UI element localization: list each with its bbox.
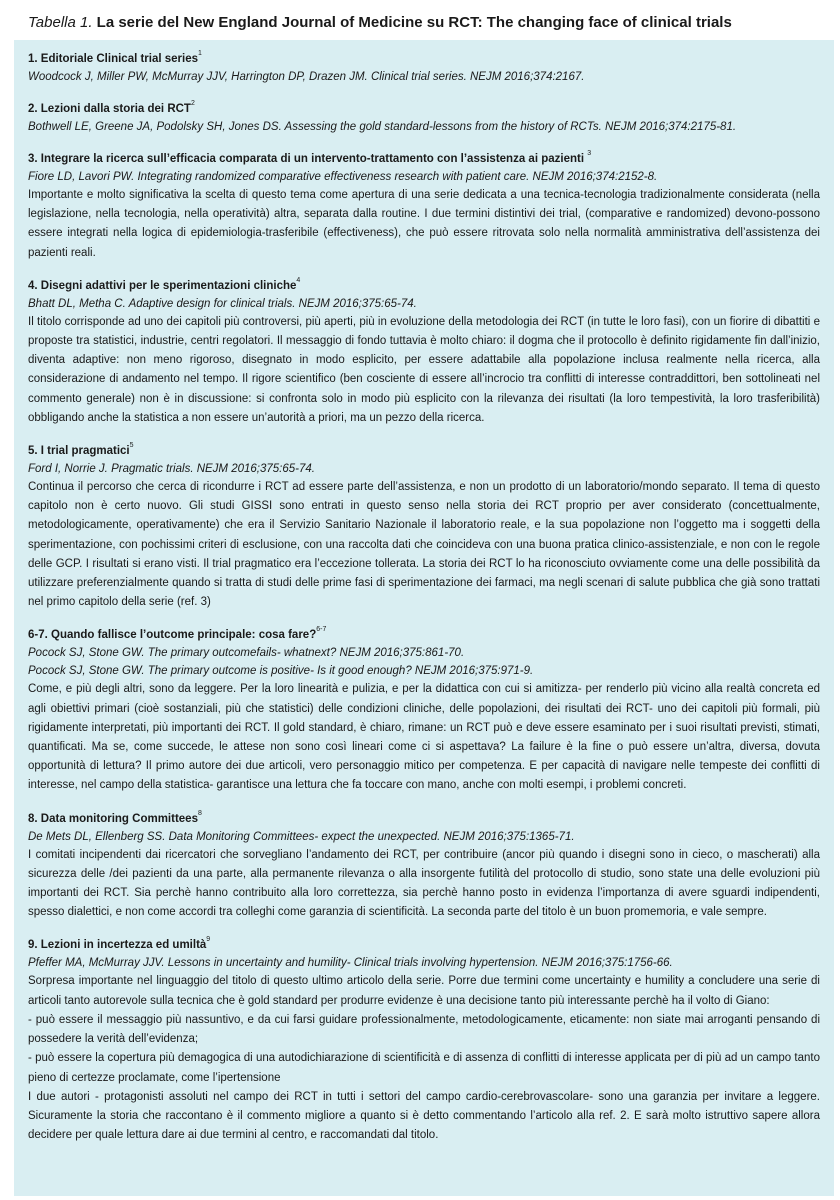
footnote-marker: 4 — [296, 276, 301, 284]
entry-reference: Woodcock J, Miller PW, McMurray JJV, Harrington DP, Drazen JM. Clinical trial series. NEJM 2016;374:2167. — [28, 71, 585, 83]
commentary-paragraph: Importante e molto significativa la scelta di questo tema come apertura di una serie dedicata a una tecnica-tecnologia tradizionalmente considerata (nella legislazione, nella tecnologia, nella operatività) altra, separata dalla routine. I due termini distintivi dei trial, (comparative e randomized) devono-possono essere integrati nella logica di epidemiologia-trasferibile (effectiveness), che può essere ritrovata solo nella normalità amministrativa dell’assistenza dei pazienti reali. — [28, 189, 820, 259]
entry-reference: De Mets DL, Ellenberg SS. Data Monitoring Committees- expect the unexpected. NEJM 2016;375:1365-71. — [28, 830, 575, 843]
commentary-paragraph: - può essere la copertura più demagogica di una autodichiarazione di scientificità e di assenza di conflitti di interesse applicata per di più ad un campo tanto pieno di certezze proclamate, come l’ipertensione — [28, 1052, 820, 1084]
entry-reference: Pocock SJ, Stone GW. The primary outcomefails- whatnext? NEJM 2016;375:861-70. — [28, 647, 465, 660]
footnote-marker: 9 — [206, 936, 211, 944]
caption-lead: Tabella 1. — [28, 14, 93, 31]
footnote-marker: 3 — [587, 150, 592, 157]
footnote-marker: 6-7 — [316, 626, 327, 634]
entry-reference: Bothwell LE, Greene JA, Podolsky SH, Jones DS. Assessing the gold standard-lessons from the history of RCTs. NEJM 2016;374:2175-81. — [28, 121, 737, 133]
commentary-paragraph: Il titolo corrisponde ad uno dei capitoli più controversi, più aperti, più in evoluzione della metodologia dei RCT (in tutte le loro fasi), con un fiorire di dibattiti e proposte tra statistici, industrie, centri regolatori. Il messaggio di fondo tuttavia è molto chiaro: il dogma che il protocollo è definito rigidamente fin dall’inizio, diventa adaptive: non meno rigoroso, disegnato in modo esplicito, per essere adattabile alla popolazione inclusa realmente nella ricerca, alla considerazione di andamento nel tempo. Il rigore scientifico (ben cosciente di essere all’incrocio tra conflitti di interesse contraddittori, ben sottolineati nel commento generale) non è in discussione: si confronta solo in modo più esplicito con la rilevanza dei risultati (la loro tempestività, la loro trasferibilità) obbligando anche la statistica a non essere un’autorità a priori, ma un pezzo della ricerca. — [28, 315, 820, 424]
entry-1 — [28, 50, 820, 86]
entry-6-7 — [28, 626, 820, 795]
entry-reference: Pfeffer MA, McMurray JJV. Lessons in uncertainty and humility- Clinical trials involving hypertension. NEJM 2016;375:1756-66. — [28, 957, 673, 970]
commentary-paragraph: Sorpresa importante nel linguaggio del titolo di questo ultimo articolo della serie. Porre due termini come uncertainty e humility a concludere una serie di articoli tanto autorevole sulla tecnica che è gold standard per produrre evidenze è una decisione tanto più interessante perchè ha il volto di Giano: — [28, 975, 820, 1007]
entry-2 — [28, 100, 820, 136]
footnote-marker: 8 — [197, 809, 202, 817]
entry-reference: Pocock SJ, Stone GW. The primary outcome is positive- Is it good enough? NEJM 2016;375:971-9. — [28, 665, 534, 678]
entry-reference: Bhatt DL, Metha C. Adaptive design for clinical trials. NEJM 2016;375:65-74. — [28, 297, 417, 310]
entry-heading: 1. Editoriale Clinical trial series$^1$ — [28, 50, 202, 65]
entry-heading: 9. Lezioni in incertezza ed umiltà$^9$ — [28, 936, 211, 952]
footnote-marker: 1 — [198, 50, 202, 57]
entry-9 — [28, 936, 820, 1145]
entry-heading: 6-7. Quando fallisce l’outcome principale: cosa fare?$^{6-7}$ — [28, 626, 327, 642]
entry-4 — [28, 277, 820, 428]
entry-heading: 2. Lezioni dalla storia dei RCT$^2$ — [28, 100, 195, 115]
caption-title: La serie del New England Journal of Medicine su RCT: The changing face of clinical trials — [96, 14, 732, 31]
entry-commentary — [28, 846, 820, 923]
commentary-paragraph: I comitati incipendenti dai ricercatori che sorvegliano l’andamento dei RCT, per contribuire (ancor più quando i disegni sono in cieco, o mascherati) alla sicurezza delle /dei pazienti da una parte, alla permanente rilevanza o alla insorgente futilità del protocollo di studio, sono state una delle evoluzioni più importanti dei RCT. Sia perchè hanno contribuito alla loro correttezza, sia perchè hanno posto in evidenza l’importanza di avere sguardi indipendenti, spesso dialettici, e non come accordi tra colleghi come garanzia di scientificità. La seconda parte del titolo è un buon promemoria, e vale sempre. — [28, 848, 820, 919]
footnote-marker: 5 — [129, 442, 134, 450]
entry-3 — [28, 150, 820, 263]
entry-heading: 4. Disegni adattivi per le sperimentazioni cliniche$^4$ — [28, 276, 301, 292]
table-caption — [28, 13, 828, 33]
entry-reference: Ford I, Norrie J. Pragmatic trials. NEJM 2016;375:65-74. — [28, 463, 315, 476]
entry-commentary — [28, 478, 820, 612]
entry-commentary — [28, 186, 820, 263]
entry-reference: Fiore LD, Lavori PW. Integrating randomized comparative effectiveness research with patient care. NEJM 2016;374:2152-8. — [28, 171, 658, 183]
commentary-paragraph: Continua il percorso che cerca di ricondurre i RCT ad essere parte dell’assistenza, e non un prodotto di un laboratorio/mondo separato. Il tema di questo capitolo non è certo nuovo. Gli studi GISSI sono entrati in questo senso nella storia dei RCT proprio per aver considerato (concettualmente, metodologicamente, operativamente) che era il Servizio Sanitario Nazionale il laboratorio reale, e la sua popolazione non l’oggetto ma i soggetti della sperimentazione, con pochissimi criteri di esclusione, con una raccolta dati che coincideva con una buona pratica clinico-assistenziale, e non con le regole delle GCP. I risultati si erano visti. Il trial pragmatico era l’eccezione tollerata. La storia dei RCT lo ha riconosciuto ovviamente come una delle possibilità da utilizzare preferenzialmente quando si tratta di studi delle prime fasi di sperimentazione dei farmaci, ma negli scenari di salute pubblica che già sono trattati nel primo capitolo della serie (ref. 3) — [28, 481, 820, 609]
entry-8 — [28, 810, 820, 923]
commentary-paragraph: - può essere il messaggio più nassuntivo, e da cui farsi guidare professionalmente, metodologicamente, eticamente: non siate mai arroganti pensando di possedere la verità dell’evidenza; — [28, 1013, 820, 1046]
commentary-paragraph: I due autori - protagonisti assoluti nel campo dei RCT in tutti i settori del campo cardio-cerebrovascolare- sono una garanzia per invitare a leggere. Sicuramente la storia che raccontano è il commento migliore a quanto si è detto commentando l’articolo alla ref. 2. E sarà molto istruttivo sapere allora decidere per quale lettura dare ai due termini al centro, e raccomandati dal titolo. — [28, 1090, 820, 1142]
commentary-paragraph: Come, e più degli altri, sono da leggere. Per la loro linearità e pulizia, e per la didattica con cui si amitizza- per renderlo più vicino alla realtà concreta ed agli obiettivi primari (cioè sostanziali, più che statistici) delle condizioni cliniche, delle popolazioni, dei risultati dei RCT- uno dei capitoli più formali, più rigidamente interpretati, più importanti dei RCT. Il gold standard, è chiaro, rimane: un RCT può e deve essere esaminato per i suoi risultati previsti, stimati, quantificati. Ma se, come succede, le attese non sono così lineari come ci si aspettava? La failure è la fine o può essere un’altra, diversa, dovuta opportunità di lettura? Il primo autore dei due articoli, vero personaggio mitico per competenza. E per capacità di navigare nelle tempeste dei conflitti di interesse, nel campo della statistica- garantisce una lettura che fa toccare con mano, anche con molti esempi, i problemi concreti. — [28, 683, 820, 792]
footnote-marker: 2 — [190, 100, 195, 107]
entry-5 — [28, 442, 820, 612]
entry-heading: 3. Integrare la ricerca sull’efficacia comparata di un intervento-trattamento con l’assistenza ai pazienti $^3$ — [28, 150, 592, 165]
entry-commentary — [28, 972, 820, 1145]
entry-commentary — [28, 680, 820, 795]
entry-commentary — [28, 313, 820, 428]
entry-heading: 8. Data monitoring Committees$^8$ — [28, 809, 202, 825]
entry-heading: 5. I trial pragmatici$^5$ — [28, 442, 134, 458]
series-panel — [14, 40, 834, 1196]
